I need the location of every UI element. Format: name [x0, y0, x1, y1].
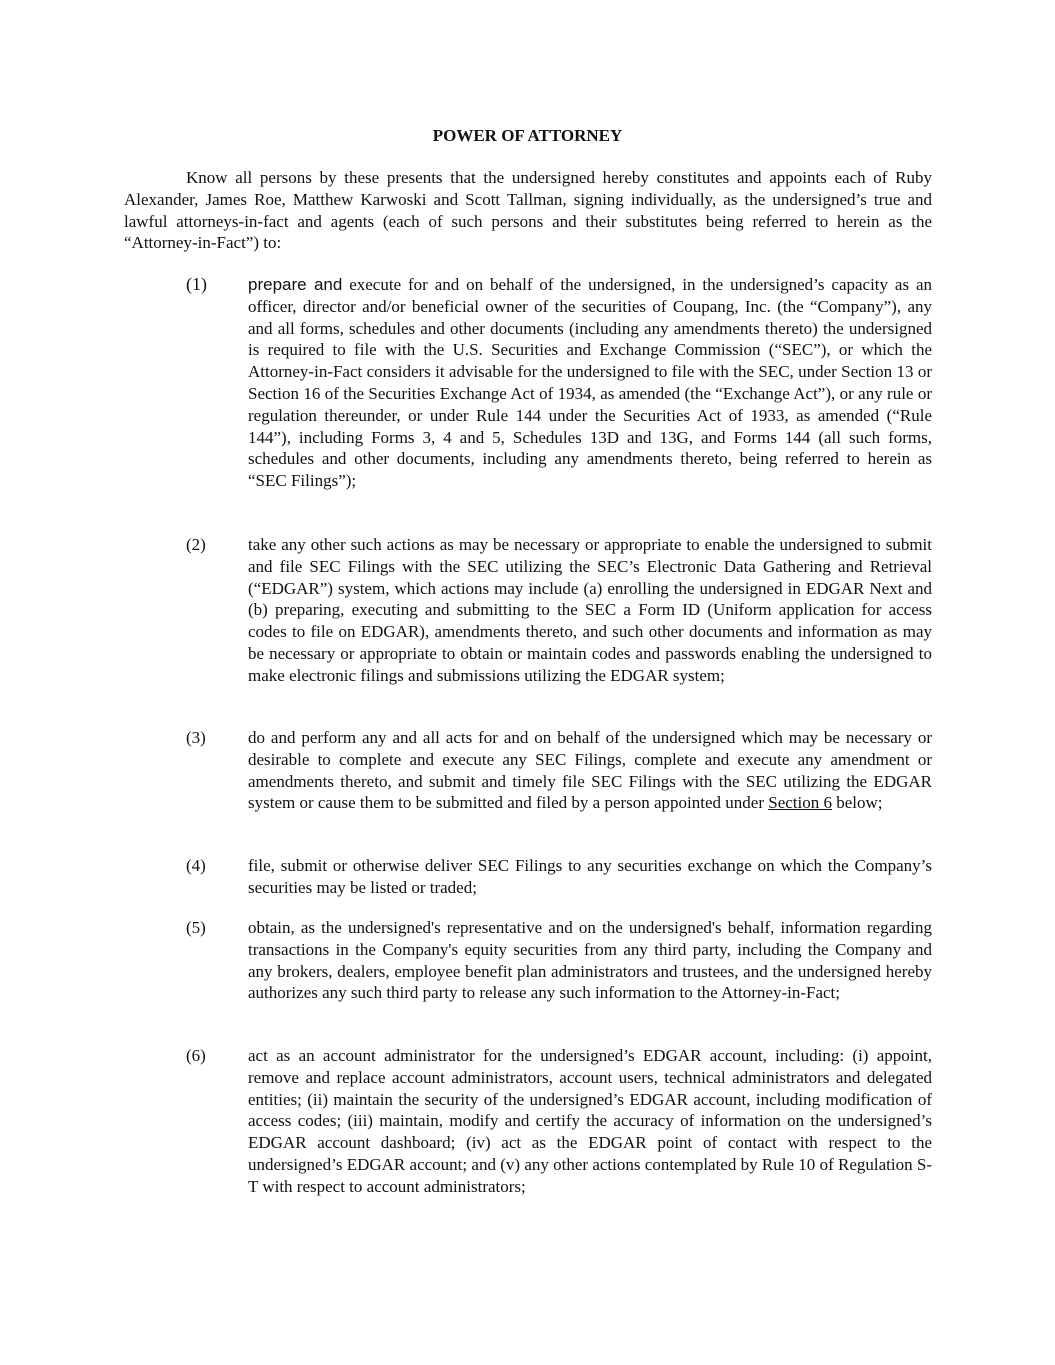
- item-text: file, submit or otherwise deliver SEC Filings to any securities exchange on which the Company’s securities may be listed or traded;: [248, 856, 932, 897]
- item-number: (6): [186, 1046, 206, 1065]
- document-title: POWER OF ATTORNEY: [432, 126, 623, 145]
- item-lead-text: prepare and: [248, 275, 343, 294]
- list-item: [186, 727, 932, 814]
- item-text: obtain, as the undersigned's representative and on the undersigned's behalf, information regarding transactions in the Company's equity securities from any third party, including the Company and any brokers, dealers, employee benefit plan administrators and trustees, and the undersigned hereby authorizes any such third party to release any such information to the Attorney-in-Fact;: [248, 918, 932, 1003]
- intro-paragraph: Know all persons by these presents that the undersigned hereby constitutes and appoints each of Ruby Alexander, James Roe, Matthew Karwoski and Scott Tallman, signing individually, as the undersigned’s true and lawful attorneys-in-fact and agents (each of such persons and their substitutes being referred to herein as the “Attorney-in-Fact”) to:: [124, 168, 932, 253]
- item-number: (3): [186, 728, 206, 747]
- list-item: [186, 534, 932, 687]
- list-item: [186, 917, 932, 1004]
- item-number: (4): [186, 856, 206, 875]
- item-text: [248, 727, 932, 814]
- list-item: [186, 274, 932, 492]
- item-number: (1): [186, 274, 207, 294]
- section-6-link[interactable]: Section 6: [768, 793, 833, 813]
- item-number: (2): [186, 535, 206, 554]
- item-text: act as an account administrator for the undersigned’s EDGAR account, including: (i) appoint, remove and replace account administrators, account users, technical administrators and delegated entities; (ii) maintain the security of the undersigned’s EDGAR account, including modification of access codes; (iii) maintain, modify and certify the accuracy of information on the undersigned’s EDGAR account dashboard; (iv) act as the EDGAR point of contact with respect to the undersigned’s EDGAR account; and (v) any other actions contemplated by Rule 10 of Regulation S-T with respect to account administrators;: [248, 1046, 932, 1196]
- item-body-text: do and perform any and all acts for and on behalf of the undersigned which may be necessary or desirable to complete and execute any SEC Filings, complete and execute any amendment or amendments thereto, and submit and timely file SEC Filings with the SEC utilizing the EDGAR system or cause them to be submitted and filed by a person appointed under: [248, 728, 932, 813]
- item-number: (5): [186, 918, 206, 937]
- item-body-text: execute for and on behalf of the undersigned, in the undersigned’s capacity as an officer, director and/or beneficial owner of the securities of Coupang, Inc. (the “Company”), any and all forms, schedules and other documents (including any amendments thereto) the undersigned is required to file with the U.S. Securities and Exchange Commission (“SEC”), or which the Attorney-in-Fact considers it advisable for the undersigned to file with the SEC, under Section 13 or Section 16 of the Securities Exchange Act of 1934, as amended (the “Exchange Act”), or any rule or regulation thereunder, or under Rule 144 under the Securities Act of 1933, as amended (“Rule 144”), including Forms 3, 4 and 5, Schedules 13D and 13G, and Forms 144 (all such forms, schedules and other documents, including any amendments thereto, being referred to herein as “SEC Filings”);: [248, 275, 932, 491]
- item-text: [248, 274, 932, 492]
- item-body-text-after: below;: [832, 793, 883, 813]
- list-item: [186, 855, 932, 899]
- item-text: take any other such actions as may be necessary or appropriate to enable the undersigned to submit and file SEC Filings with the SEC utilizing the SEC’s Electronic Data Gathering and Retrieval (“EDGAR”) system, which actions may include (a) enrolling the undersigned in EDGAR Next and (b) preparing, executing and submitting to the SEC a Form ID (Uniform application for access codes to file on EDGAR), amendments thereto, and such other documents and information as may be necessary or appropriate to obtain or maintain codes and passwords enabling the undersigned to make electronic filings and submissions utilizing the EDGAR system;: [248, 535, 932, 685]
- list-item: [186, 1045, 932, 1198]
